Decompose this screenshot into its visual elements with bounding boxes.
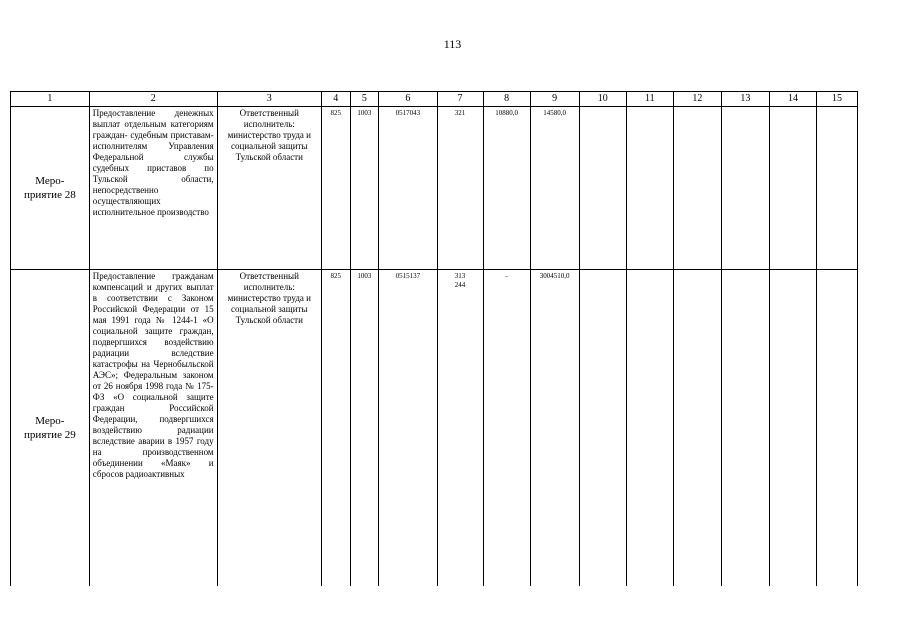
empty-cell: [579, 107, 626, 270]
empty-cell: [579, 270, 626, 587]
amount-cell-9: 3004510,0: [530, 270, 579, 587]
column-header: 15: [817, 92, 858, 107]
amount-cell-8: 10880,0: [483, 107, 530, 270]
amount-cell-8: -: [483, 270, 530, 587]
activity-description-cell: Предоставление гражданам компенсаций и других выплат в соответствии с Законом Российской Федерации от 15 мая 1991 года № 1244-1 «О социальной защите граждан, подвергшихся воздействию радиации вследствие катастрофы на Чернобыльской АЭС»; Федеральным законом от 26 ноября 1998 года № 175-ФЗ «О социальной защите граждан Российской Федерации, подвергшихся воздействию радиации вследствие аварии в 1957 году на производственном объединении «Маяк» и сбросов радиоактивных: [89, 270, 217, 587]
program-activities-table: [10, 91, 858, 586]
column-header: 4: [321, 92, 350, 107]
csr-cell: 0515137: [379, 270, 437, 587]
column-header: 13: [721, 92, 769, 107]
empty-cell: [769, 107, 816, 270]
empty-cell: [626, 107, 673, 270]
empty-cell: [817, 107, 858, 270]
activity-description-cell: Предоставление денежных выплат отдельным категориям граждан- судебным приставам-исполнителям Управления Федеральной службы судебных приставов по Тульской области, непосредственно осуществляющих исполнительное производство: [89, 107, 217, 270]
vr-cell: [437, 107, 483, 270]
empty-cell: [673, 270, 721, 587]
vr-cell: [437, 270, 483, 587]
empty-cell: [769, 270, 816, 587]
table-row: [11, 270, 858, 587]
rz-pr-cell: 1003: [350, 107, 379, 270]
page-number: 113: [443, 37, 462, 51]
column-header: 6: [379, 92, 437, 107]
column-header: 10: [579, 92, 626, 107]
executor-cell: Ответственный исполнитель: министерство труда и социальной защиты Тульской области: [217, 107, 321, 270]
rz-pr-cell: 1003: [350, 270, 379, 587]
column-header: 7: [437, 92, 483, 107]
column-header: 9: [530, 92, 579, 107]
activity-name-cell: [11, 270, 90, 587]
activity-name-line: приятие 29: [24, 429, 76, 441]
activity-name-line: Меро-: [35, 175, 65, 187]
empty-cell: [721, 270, 769, 587]
activity-name-line: приятие 28: [24, 189, 76, 201]
column-header: 1: [11, 92, 90, 107]
gr-cell: 825: [321, 107, 350, 270]
column-header: 8: [483, 92, 530, 107]
activity-name-line: Меро-: [35, 415, 65, 427]
empty-cell: [817, 270, 858, 587]
vr-code: 321: [454, 109, 466, 117]
executor-cell: Ответственный исполнитель: министерство труда и социальной защиты Тульской области: [217, 270, 321, 587]
empty-cell: [673, 107, 721, 270]
column-header: 14: [769, 92, 816, 107]
column-header: 11: [626, 92, 673, 107]
csr-cell: 0517043: [379, 107, 437, 270]
vr-code: 313: [454, 272, 466, 280]
amount-cell-9: 14580,0: [530, 107, 579, 270]
column-number-row: [11, 92, 858, 107]
column-header: 2: [89, 92, 217, 107]
activity-name-cell: [11, 107, 90, 270]
vr-code: 244: [454, 281, 466, 289]
gr-cell: 825: [321, 270, 350, 587]
column-header: 5: [350, 92, 379, 107]
column-header: 3: [217, 92, 321, 107]
empty-cell: [721, 107, 769, 270]
empty-cell: [626, 270, 673, 587]
column-header: 12: [673, 92, 721, 107]
table-row: [11, 107, 858, 270]
